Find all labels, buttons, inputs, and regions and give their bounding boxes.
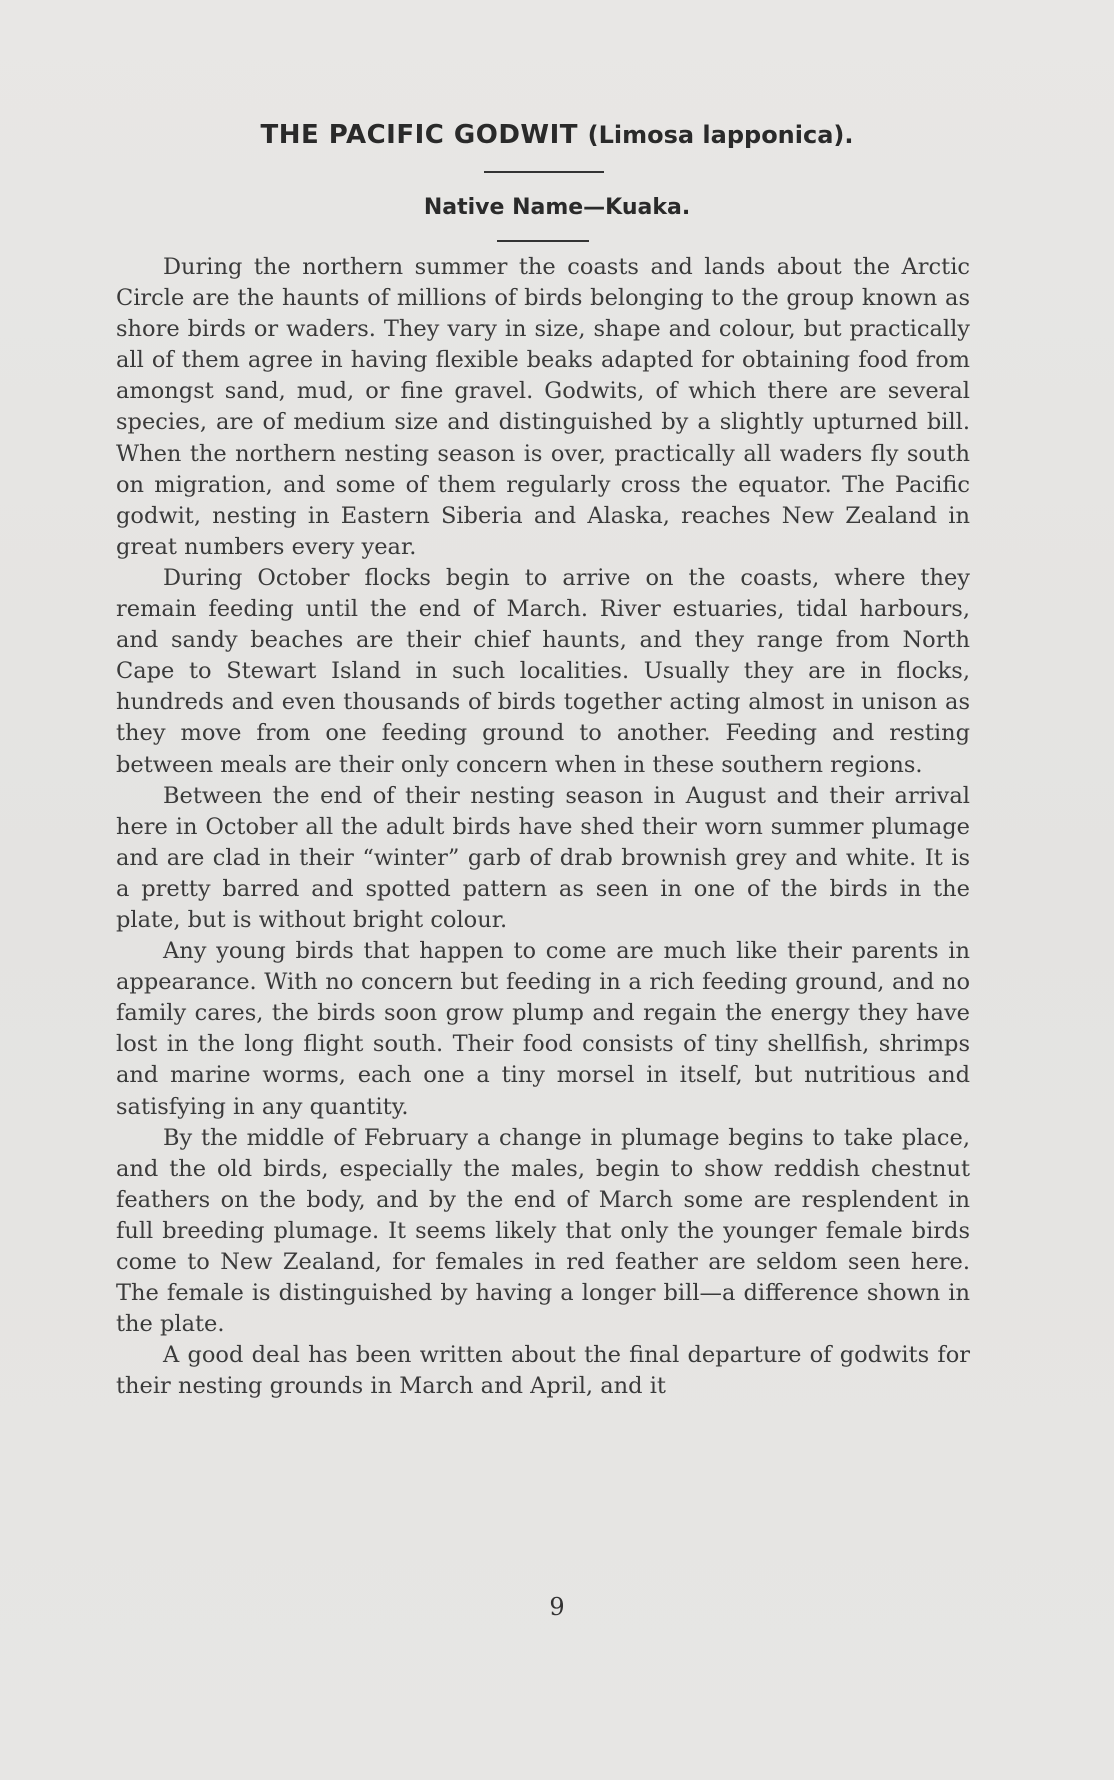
paragraph-4: Any young birds that happen to come are much like their parents in appearance. With no concern but feeding in a rich feeding ground, and no family cares, the birds soon grow plump and regain the energy they have lost in the long flight south. Their food consists of tiny shellfish, shrimps and marine worms, each one a tiny morsel in itself, but nutritious and satisfying in any quantity. [116, 938, 970, 1120]
page-number: 9 [549, 1593, 565, 1621]
title-main: THE PACIFIC GODWIT [260, 120, 579, 150]
body-text [116, 252, 970, 1402]
title-latin-name: (Limosa lapponica). [587, 121, 854, 149]
paragraph-1: During the northern summer the coasts and lands about the Arctic Circle are the haunts of millions of birds belonging to the group known as shore birds or waders. They vary in size, shape and colour, but practically all of them agree in having flexible beaks adapted for obtaining food from amongst sand, mud, or fine gravel. Godwits, of which there are several species, are of medium size and distinguished by a slightly upturned bill. When the northern nesting season is over, practically all waders fly south on migration, and some of them regularly cross the equator. The Pacific godwit, nesting in Eastern Siberia and Alaska, reaches New Zealand in great numbers every year. [116, 254, 970, 560]
paragraph-3: Between the end of their nesting season in August and their arrival here in October all the adult birds have shed their worn summer plumage and are clad in their “winter” garb of drab brownish grey and white. It is a pretty barred and spotted pattern as seen in one of the birds in the plate, but is without bright colour. [116, 782, 970, 933]
paragraph-2: During October flocks begin to arrive on the coasts, where they remain feeding until the end of March. River estuaries, tidal harbours, and sandy beaches are their chief haunts, and they range from North Cape to Stewart Island in such localities. Usually they are in flocks, hundreds and even thousands of birds together acting almost in unison as they move from one feeding ground to another. Feeding and resting between meals are their only concern when in these southern regions. [116, 564, 970, 778]
paragraph-5: By the middle of February a change in plumage begins to take place, and the old birds, especially the males, begin to show reddish chestnut feathers on the body, and by the end of March some are resplendent in full breeding plumage. It seems likely that only the younger female birds come to New Zealand, for females in red feather are seldom seen here. The female is distinguished by having a longer bill—a difference shown in the plate. [116, 1124, 970, 1338]
paragraph-6: A good deal has been written about the final departure of godwits for their nesting grounds in March and April, and it [116, 1342, 970, 1400]
page-title [0, 120, 1114, 150]
title-rule [484, 171, 604, 173]
native-name-subtitle: Native Name—Kuaka. [423, 195, 691, 220]
subtitle-rule [497, 240, 589, 242]
